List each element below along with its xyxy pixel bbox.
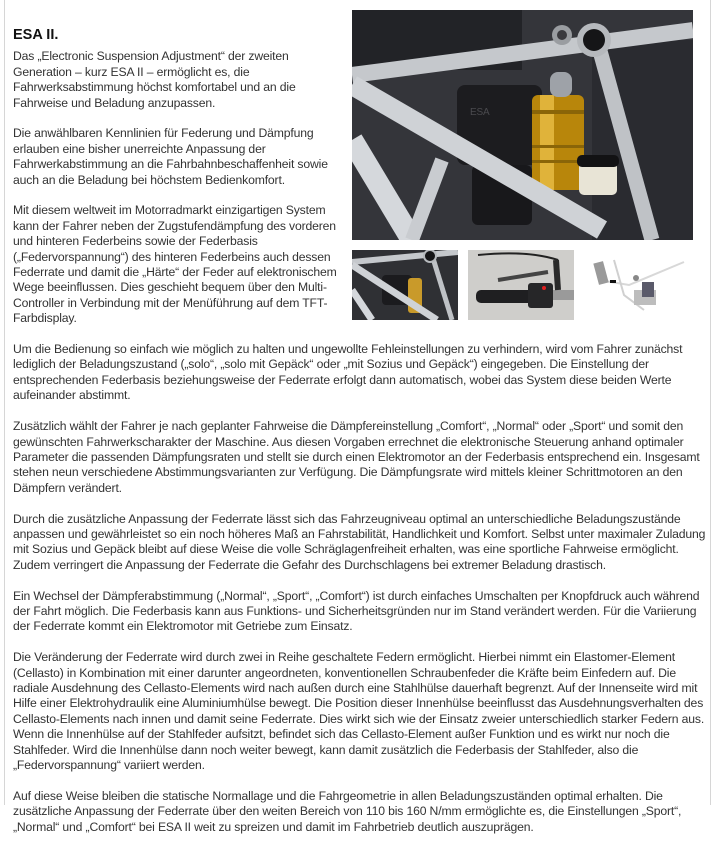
paragraph-operation: Um die Bedienung so einfach wie möglich zu halten und ungewollte Fehleinstellungen zu verhindern, wird vom Fahrer zunächst lediglich der Beladungszustand („solo“, „solo mit Gepäck“ oder „mit Sozius und Gepäck“) eingegeben. Die Einstellung der entsprechenden Federbasis beziehungsweise der Federrate erfolgt dann automatisch, wobei das System diese beiden Werte aufeinander abstimmt. [13,342,683,403]
article-title: ESA II. [13,27,59,43]
paragraph-mechanism: Die Veränderung der Federrate wird durch zwei in Reihe geschaltete Federn ermöglicht. Hierbei nimmt ein Elastomer-Element (Cellasto) in Kombination mit einer darunter angeordneten, konventionellen Schraubenfeder die Kräfte beim Einfedern auf. Die radiale Ausdehnung des Cellasto-Elements wird nach außen durch eine Stahlhülse dauerhaft begrenzt. Auf der Innenseite wird mit Hilfe einer Elektrohydraulik eine Aluminiumhülse bewegt. Die Position dieser Innenhülse beeinflusst das Ausdehnungsverhalten des Cellasto-Elements nach innen und damit seine Federrate. Dies wirkt sich wie der Einsatz zweier unterschiedlich starker Federn aus. Wenn die Innenhülse auf der Stahlfeder aufsitzt, befindet sich das Cellasto-Element außer Funktion und es wirkt nur noch die Stahlfeder. Wird die Innenhülse dann noch weiter bewegt, kann damit zusätzlich die Federbasis der Stahlfeder, also die „Federvorspannung“ variiert werden. [13,650,705,772]
paragraph-system: Mit diesem weltweit im Motorradmarkt einzigartigen System kann der Fahrer neben der Zugstufendämpfung des vorderen und hinteren Federbeins sowie der Federbasis („Federvorspannung“) des hinteren Federbeins auch dessen Federrate und damit die „Härte“ der Feder auf elektronischem Wege beeinflussen. Dies geschieht bequem über den Multi-Controller in Verbindung mit der Menüführung auf dem TFT-Farbdisplay. [13,203,337,326]
esa-label: ESA [470,107,490,118]
handlebar-thumb-photo [468,250,574,320]
hero-image[interactable] [352,10,693,240]
suspension-thumb-photo [352,250,458,320]
paragraph-switching: Ein Wechsel der Dämpferabstimmung („Normal“, „Sport“, „Comfort“) ist durch einfaches Umschalten per Knopfdruck auch während der Fahrt möglich. Die Federbasis kann aus Funktions- und Sicherheitsgründen nur im Stand verändert werden. Für die Variierung der Federrate kommt ein Elektromotor mit Getriebe zum Einsatz. [13,588,700,634]
schematic-thumb-drawing [584,250,690,320]
paragraph-intro: Das „Electronic Suspension Adjustment“ der zweiten Generation – kurz ESA II – ermöglicht es, die Fahrwerksabstimmung höchst komfortabel und an die Fahrweise und Beladung anzupassen. [13,49,296,110]
suspension-photo [352,10,693,240]
paragraph-damper-settings: Zusätzlich wählt der Fahrer je nach geplanter Fahrweise die Dämpfereinstellung „Comfort“, „Normal“ oder „Sport“ und somit den gewünschten Fahrwerkscharakter der Maschine. Aus diesen Vorgaben errechnet die elektronische Steuerung anhand optimaler Parameter die passenden Dämpfungsraten und stellt sie durch einen Elektromotor an der Federbasis entsprechend ein. Insgesamt stehen neun verschiedene Abstimmungsvarianten zur Verfügung. Die Dämpfungsrate wird mittels kleiner Schrittmotoren an den Dämpfern verändert. [13,419,700,495]
thumbnail-strip [352,250,697,320]
article [13,0,707,850]
paragraph-spring-rate: Durch die zusätzliche Anpassung der Federrate lässt sich das Fahrzeugniveau optimal an unterschiedliche Beladungszustände anpassen und gewährleistet so ein noch höheres Maß an Fahrstabilität, Handlichkeit und Komfort. Selbst unter maximaler Zuladung mit Sozius und Gepäck bleibt auf diese Weise die volle Schräglagenfreiheit erhalten, was eine sportliche Fahrweise ermöglicht. Zudem verringert die Anpassung der Federrate die Gefahr des Durchschlagens bei extremer Beladung drastisch. [13,511,706,572]
thumbnail-suspension[interactable] [352,250,458,320]
image-gallery [352,10,697,320]
paragraph-conclusion: Auf diese Weise bleiben die statische Normallage und die Fahrgeometrie in allen Beladungszuständen optimal erhalten. Die zusätzliche Anpassung der Federrate über den weiten Bereich von 110 bis 160 N/mm ermöglichte es, die Einstellungen „Sport“, „Normal“ und „Comfort“ bei ESA II weit zu spreizen und damit im Fahrbetrieb deutlich auszuprägen. [13,788,682,834]
thumbnail-schematic[interactable] [584,250,690,320]
thumbnail-handlebar[interactable] [468,250,574,320]
paragraph-characteristics: Die anwählbaren Kennlinien für Federung und Dämpfung erlauben eine bisher unerreichte Anpassung der Fahrwerkabstimmung an die Fahrbahnbeschaffenheit sowie auch an die Beladung bei höchstem Bedienkomfort. [13,126,328,187]
